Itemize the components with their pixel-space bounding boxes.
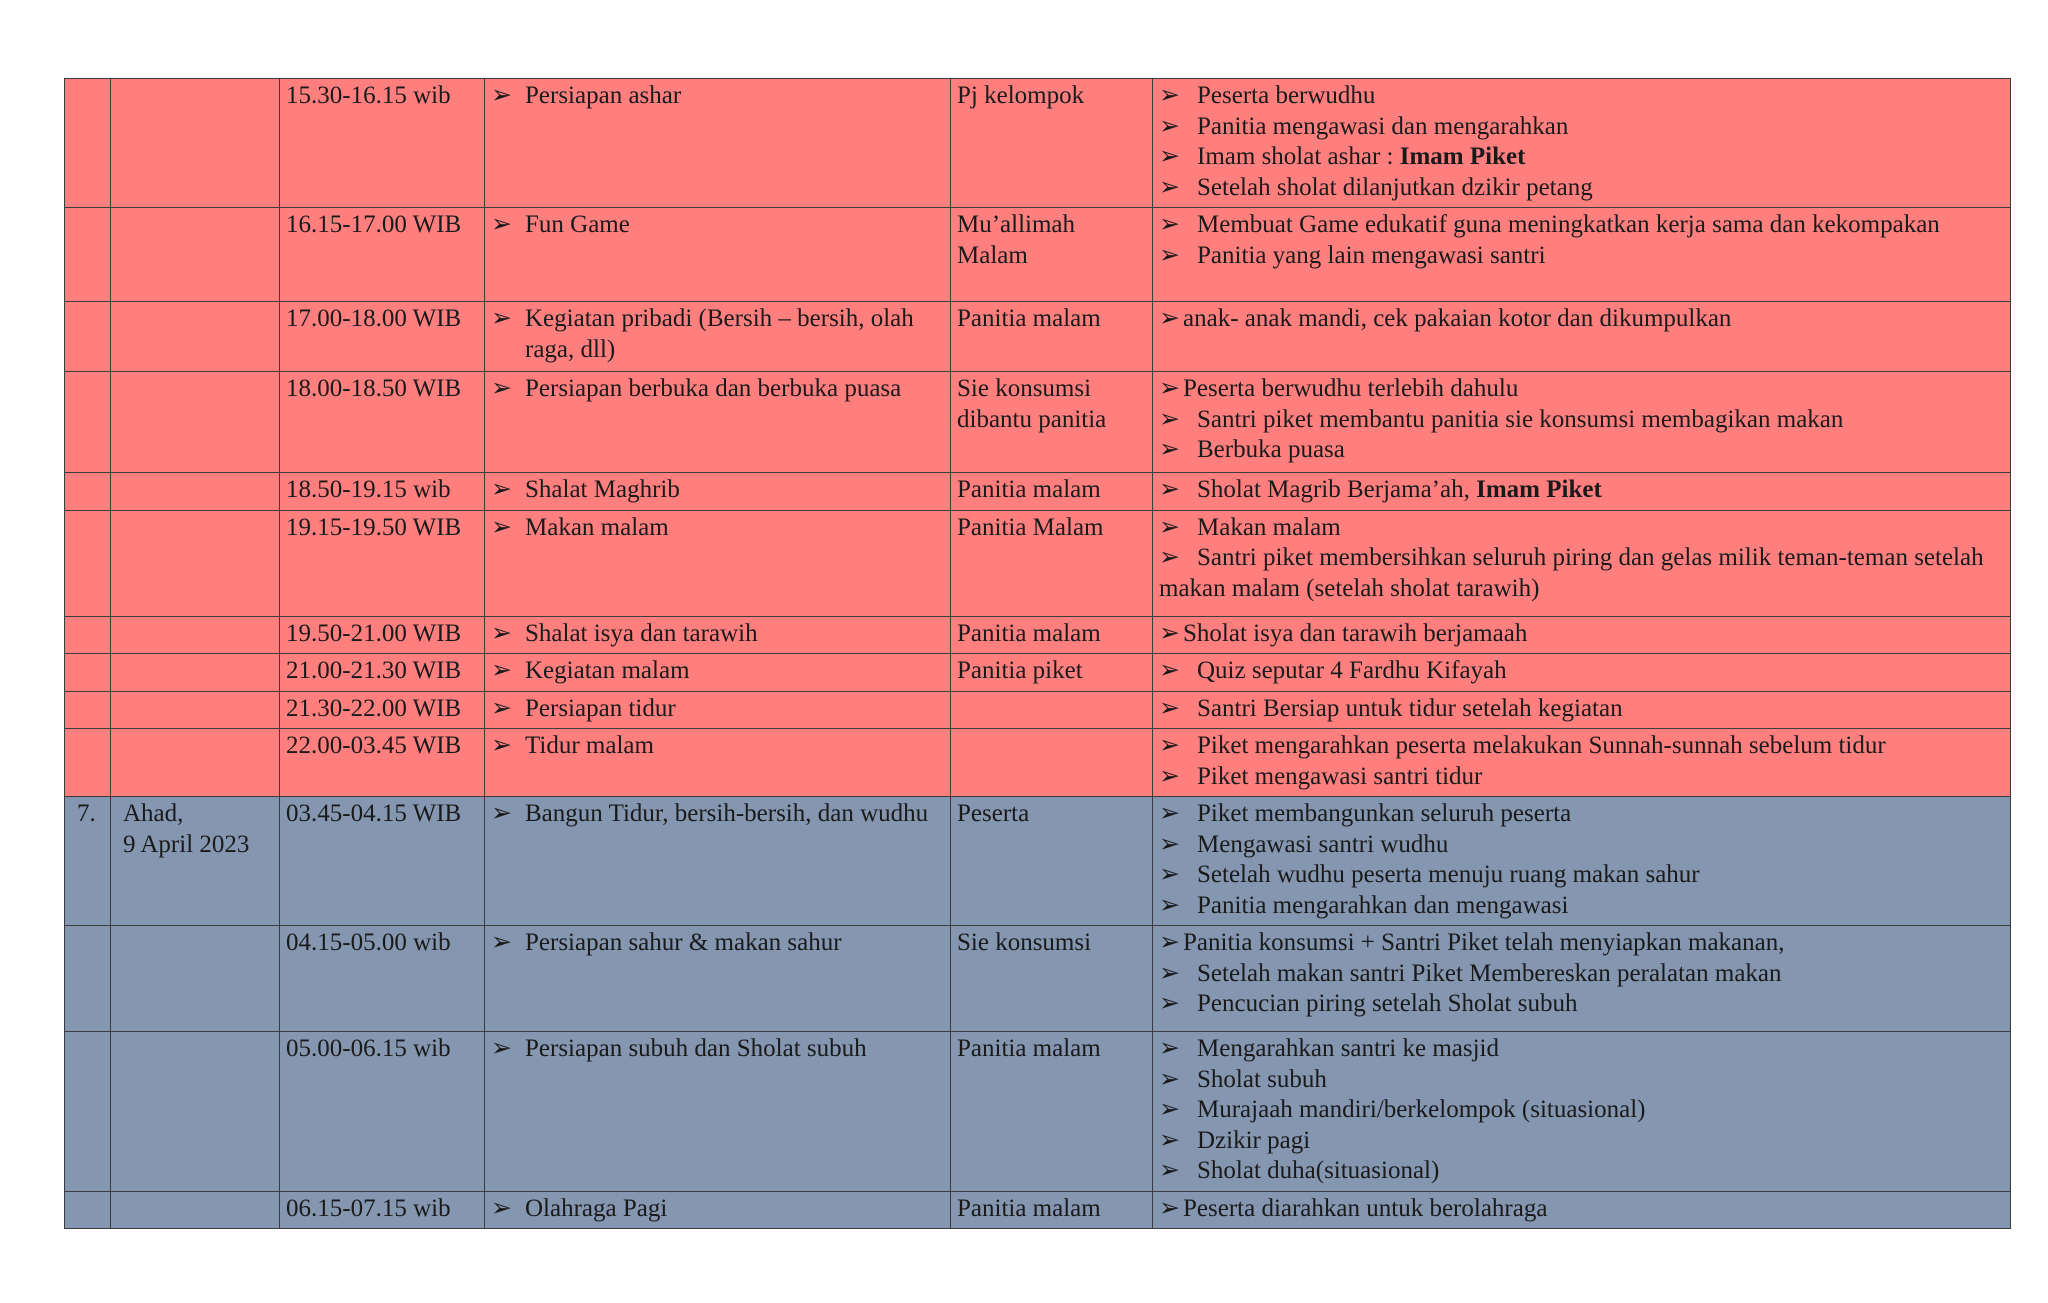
person-in-charge: Panitia malam: [957, 305, 1101, 332]
bullet-arrow-icon: ➢: [491, 732, 512, 759]
person-in-charge: Sie konsumsi: [957, 929, 1092, 956]
cell-person-in-charge: [951, 79, 1153, 208]
cell-person-in-charge: [951, 510, 1153, 616]
schedule-row: [65, 1032, 2011, 1192]
cell-number: [65, 79, 111, 208]
cell-day: [111, 1032, 280, 1192]
time-range: 19.15-19.50 WIB: [286, 513, 462, 541]
bullet-arrow-icon: ➢: [1159, 1035, 1180, 1062]
bullet-arrow-icon: ➢: [491, 513, 512, 541]
cell-time: [280, 926, 485, 1032]
cell-time: [280, 302, 485, 372]
description-item: [1159, 173, 2005, 204]
schedule-row: [65, 1191, 2011, 1229]
cell-activity: [485, 302, 951, 372]
description-item: [1159, 304, 2005, 335]
description-item: [1159, 1034, 2005, 1065]
bullet-arrow-icon: ➢: [1159, 211, 1180, 238]
cell-description: [1153, 302, 2011, 372]
activity-text: Persiapan berbuka dan berbuka puasa: [525, 375, 902, 402]
bullet-arrow-icon: ➢: [491, 211, 512, 238]
description-item: [1159, 475, 2005, 506]
bullet-arrow-icon: ➢: [1159, 112, 1180, 140]
cell-person-in-charge: [951, 654, 1153, 692]
bullet-arrow-icon: ➢: [1159, 762, 1180, 790]
schedule-row: [65, 926, 2011, 1032]
cell-description: [1153, 729, 2011, 797]
cell-number: [65, 926, 111, 1032]
cell-time: [280, 1191, 485, 1229]
bullet-arrow-icon: ➢: [1159, 476, 1180, 503]
schedule-row: [65, 302, 2011, 372]
cell-day: [111, 79, 280, 208]
bullet-arrow-icon: ➢: [1159, 990, 1180, 1017]
bullet-arrow-icon: ➢: [1159, 1096, 1180, 1123]
bullet-arrow-icon: ➢: [1159, 657, 1180, 684]
cell-day: [111, 372, 280, 473]
description-text: Panitia konsumsi + Santri Piket telah menyiapkan makanan,: [1183, 929, 1785, 956]
person-in-charge: Mu’allimah Malam: [957, 211, 1076, 269]
description-item: [1159, 1126, 2005, 1157]
person-in-charge: Sie konsumsi dibantu panitia: [957, 375, 1107, 433]
time-range: 05.00-06.15 wib: [286, 1035, 451, 1062]
cell-description: [1153, 654, 2011, 692]
cell-day: [111, 302, 280, 372]
cell-number: [65, 729, 111, 797]
cell-person-in-charge: [951, 372, 1153, 473]
day-label: Ahad, 9 April 2023: [123, 800, 250, 858]
cell-person-in-charge: [951, 208, 1153, 302]
description-text: Berbuka puasa: [1197, 436, 1345, 463]
bullet-arrow-icon: ➢: [1159, 929, 1180, 956]
cell-person-in-charge: [951, 729, 1153, 797]
cell-activity: [485, 208, 951, 302]
bullet-arrow-icon: ➢: [1159, 375, 1180, 402]
cell-activity: [485, 79, 951, 208]
schedule-row: [65, 616, 2011, 654]
cell-activity: [485, 729, 951, 797]
schedule-row: [65, 208, 2011, 302]
description-text: Sholat Magrib Berjama’ah,: [1197, 476, 1477, 503]
description-text: Panitia mengarahkan dan mengawasi: [1197, 891, 1569, 919]
description-item: [1159, 1095, 2005, 1126]
bullet-arrow-icon: ➢: [1159, 732, 1180, 759]
activity-text: Olahraga Pagi: [525, 1194, 668, 1222]
cell-day: [111, 473, 280, 511]
description-item: [1159, 989, 2005, 1020]
cell-number: [65, 797, 111, 926]
cell-number: [65, 302, 111, 372]
time-range: 04.15-05.00 wib: [286, 929, 451, 956]
description-text: Setelah wudhu peserta menuju ruang makan sahur: [1197, 861, 1700, 888]
bullet-arrow-icon: ➢: [1159, 82, 1180, 109]
activity-text: Kegiatan malam: [525, 657, 690, 684]
description-text: Makan malam: [1197, 513, 1341, 541]
bullet-arrow-icon: ➢: [1159, 619, 1180, 647]
bullet-arrow-icon: ➢: [1159, 544, 1180, 571]
description-text: Piket mengarahkan peserta melakukan Sunnah-sunnah sebelum tidur: [1197, 732, 1886, 759]
activity-text: Fun Game: [525, 211, 630, 238]
cell-person-in-charge: [951, 1032, 1153, 1192]
bullet-arrow-icon: ➢: [1159, 513, 1180, 541]
description-text: Membuat Game edukatif guna meningkatkan kerja sama dan kekompakan: [1197, 211, 1940, 238]
cell-time: [280, 510, 485, 616]
cell-day: [111, 510, 280, 616]
bullet-arrow-icon: ➢: [1159, 800, 1180, 827]
description-item: [1159, 543, 2005, 604]
description-text: Murajaah mandiri/berkelompok (situasional): [1197, 1096, 1646, 1123]
description-text: Dzikir pagi: [1197, 1126, 1311, 1154]
cell-person-in-charge: [951, 926, 1153, 1032]
description-item: [1159, 81, 2005, 112]
description-text: Sholat isya dan tarawih berjamaah: [1183, 619, 1528, 647]
cell-description: [1153, 208, 2011, 302]
description-item: [1159, 1156, 2005, 1187]
time-range: 18.00-18.50 WIB: [286, 375, 462, 402]
description-item: [1159, 694, 2005, 725]
time-range: 22.00-03.45 WIB: [286, 732, 462, 759]
cell-activity: [485, 654, 951, 692]
activity-text: Tidur malam: [525, 732, 654, 759]
description-item: [1159, 619, 2005, 650]
description-item: [1159, 112, 2005, 143]
bullet-arrow-icon: ➢: [1159, 173, 1180, 201]
schedule-row: [65, 797, 2011, 926]
description-item: [1159, 860, 2005, 891]
cell-description: [1153, 473, 2011, 511]
bullet-arrow-icon: ➢: [491, 1194, 512, 1222]
description-item: [1159, 928, 2005, 959]
cell-day: [111, 797, 280, 926]
description-text: Piket mengawasi santri tidur: [1197, 762, 1483, 790]
cell-activity: [485, 473, 951, 511]
person-in-charge: Peserta: [957, 800, 1030, 827]
description-item: [1159, 210, 2005, 241]
cell-time: [280, 208, 485, 302]
cell-time: [280, 797, 485, 926]
bullet-arrow-icon: ➢: [1159, 1157, 1180, 1184]
description-bold-text: Imam Piket: [1476, 476, 1602, 503]
bullet-arrow-icon: ➢: [491, 1035, 512, 1062]
description-item: [1159, 435, 2005, 466]
time-range: 19.50-21.00 WIB: [286, 619, 462, 647]
bullet-arrow-icon: ➢: [1159, 241, 1180, 269]
cell-time: [280, 1032, 485, 1192]
description-text: Panitia mengawasi dan mengarahkan: [1197, 112, 1569, 140]
bullet-arrow-icon: ➢: [491, 657, 512, 684]
schedule-row: [65, 79, 2011, 208]
person-in-charge: Panitia malam: [957, 1194, 1101, 1222]
cell-activity: [485, 510, 951, 616]
cell-number: [65, 208, 111, 302]
description-text: Sholat subuh: [1197, 1065, 1327, 1093]
bullet-arrow-icon: ➢: [491, 800, 512, 827]
bullet-arrow-icon: ➢: [491, 375, 512, 402]
bullet-arrow-icon: ➢: [1159, 305, 1180, 332]
bullet-arrow-icon: ➢: [491, 929, 512, 956]
activity-text: Persiapan subuh dan Sholat subuh: [525, 1035, 867, 1062]
description-item: [1159, 762, 2005, 793]
cell-number: [65, 372, 111, 473]
person-in-charge: Panitia malam: [957, 476, 1101, 503]
description-text: Imam sholat ashar :: [1197, 143, 1400, 170]
bullet-arrow-icon: ➢: [1159, 861, 1180, 888]
cell-activity: [485, 1191, 951, 1229]
cell-time: [280, 691, 485, 729]
activity-text: Kegiatan pribadi (Bersih – bersih, olah raga, dll): [525, 305, 914, 363]
time-range: 18.50-19.15 wib: [286, 476, 451, 503]
time-range: 17.00-18.00 WIB: [286, 305, 462, 332]
cell-description: [1153, 372, 2011, 473]
bullet-arrow-icon: ➢: [491, 305, 512, 332]
description-item: [1159, 891, 2005, 922]
time-range: 15.30-16.15 wib: [286, 82, 451, 109]
cell-description: [1153, 797, 2011, 926]
cell-time: [280, 473, 485, 511]
cell-day: [111, 691, 280, 729]
bullet-arrow-icon: ➢: [1159, 891, 1180, 919]
cell-person-in-charge: [951, 1191, 1153, 1229]
activity-text: Makan malam: [525, 513, 669, 541]
cell-activity: [485, 616, 951, 654]
cell-description: [1153, 79, 2011, 208]
bullet-arrow-icon: ➢: [1159, 959, 1180, 987]
cell-time: [280, 654, 485, 692]
description-text: Peserta berwudhu: [1197, 82, 1376, 109]
time-range: 21.00-21.30 WIB: [286, 657, 462, 684]
description-item: [1159, 513, 2005, 544]
cell-activity: [485, 926, 951, 1032]
schedule-row: [65, 729, 2011, 797]
bullet-arrow-icon: ➢: [1159, 830, 1180, 858]
person-in-charge: Panitia piket: [957, 657, 1083, 684]
description-text: Quiz seputar 4 Fardhu Kifayah: [1197, 657, 1507, 684]
activity-text: Shalat isya dan tarawih: [525, 619, 758, 647]
cell-number: [65, 654, 111, 692]
person-in-charge: Panitia Malam: [957, 513, 1104, 541]
description-item: [1159, 1065, 2005, 1096]
cell-activity: [485, 691, 951, 729]
cell-description: [1153, 691, 2011, 729]
cell-description: [1153, 1191, 2011, 1229]
description-bold-text: Imam Piket: [1399, 143, 1526, 170]
description-item: [1159, 241, 2005, 272]
description-item: [1159, 374, 2005, 405]
row-number: 7.: [77, 800, 96, 827]
person-in-charge: Panitia malam: [957, 1035, 1101, 1062]
cell-person-in-charge: [951, 797, 1153, 926]
cell-time: [280, 79, 485, 208]
bullet-arrow-icon: ➢: [1159, 1065, 1180, 1093]
schedule-row: [65, 691, 2011, 729]
person-in-charge: Panitia malam: [957, 619, 1101, 647]
cell-day: [111, 926, 280, 1032]
cell-description: [1153, 926, 2011, 1032]
bullet-arrow-icon: ➢: [491, 619, 512, 647]
schedule-row: [65, 654, 2011, 692]
description-item: [1159, 799, 2005, 830]
bullet-arrow-icon: ➢: [491, 694, 512, 722]
activity-text: Shalat Maghrib: [525, 476, 680, 503]
cell-number: [65, 616, 111, 654]
schedule-row: [65, 372, 2011, 473]
description-item: [1159, 959, 2005, 990]
description-text: Pencucian piring setelah Sholat subuh: [1197, 990, 1578, 1017]
schedule-body: [65, 79, 2011, 1229]
description-item: [1159, 405, 2005, 436]
cell-number: [65, 510, 111, 616]
description-text: Santri piket membantu panitia sie konsumsi membagikan makan: [1197, 405, 1844, 433]
bullet-arrow-icon: ➢: [1159, 405, 1180, 433]
cell-person-in-charge: [951, 691, 1153, 729]
cell-day: [111, 1191, 280, 1229]
time-range: 16.15-17.00 WIB: [286, 211, 462, 238]
cell-time: [280, 372, 485, 473]
activity-text: Persiapan tidur: [525, 694, 676, 722]
cell-number: [65, 1191, 111, 1229]
description-text: Setelah makan santri Piket Membereskan peralatan makan: [1197, 959, 1782, 987]
description-text: anak- anak mandi, cek pakaian kotor dan dikumpulkan: [1183, 305, 1732, 332]
cell-day: [111, 729, 280, 797]
description-item: [1159, 656, 2005, 687]
description-text: Peserta diarahkan untuk berolahraga: [1183, 1194, 1548, 1222]
description-item: [1159, 830, 2005, 861]
bullet-arrow-icon: ➢: [491, 82, 512, 109]
cell-description: [1153, 1032, 2011, 1192]
description-text: Santri piket membersihkan seluruh piring dan gelas milik teman-teman setelah makan malam (setelah sholat tarawih): [1159, 544, 1984, 602]
description-item: [1159, 731, 2005, 762]
description-text: Mengarahkan santri ke masjid: [1197, 1035, 1499, 1062]
time-range: 06.15-07.15 wib: [286, 1194, 451, 1222]
time-range: 03.45-04.15 WIB: [286, 800, 462, 827]
cell-day: [111, 616, 280, 654]
cell-time: [280, 616, 485, 654]
time-range: 21.30-22.00 WIB: [286, 694, 462, 722]
cell-number: [65, 691, 111, 729]
bullet-arrow-icon: ➢: [1159, 694, 1180, 722]
activity-text: Persiapan ashar: [525, 82, 682, 109]
cell-person-in-charge: [951, 616, 1153, 654]
person-in-charge: Pj kelompok: [957, 82, 1085, 109]
bullet-arrow-icon: ➢: [1159, 1194, 1180, 1222]
schedule-table: [64, 78, 2011, 1229]
description-text: Peserta berwudhu terlebih dahulu: [1183, 375, 1519, 402]
schedule-row: [65, 510, 2011, 616]
cell-day: [111, 208, 280, 302]
schedule-row: [65, 473, 2011, 511]
description-text: Mengawasi santri wudhu: [1197, 830, 1449, 858]
description-item: [1159, 142, 2005, 173]
activity-text: Persiapan sahur & makan sahur: [525, 929, 842, 956]
description-item: [1159, 1194, 2005, 1225]
description-text: Setelah sholat dilanjutkan dzikir petang: [1197, 173, 1593, 201]
cell-number: [65, 473, 111, 511]
description-text: Sholat duha(situasional): [1197, 1157, 1440, 1184]
description-text: Piket membangunkan seluruh peserta: [1197, 800, 1572, 827]
cell-description: [1153, 616, 2011, 654]
cell-number: [65, 1032, 111, 1192]
bullet-arrow-icon: ➢: [491, 476, 512, 503]
bullet-arrow-icon: ➢: [1159, 143, 1180, 170]
activity-text: Bangun Tidur, bersih-bersih, dan wudhu: [525, 800, 929, 827]
description-text: Panitia yang lain mengawasi santri: [1197, 241, 1546, 269]
bullet-arrow-icon: ➢: [1159, 436, 1180, 463]
cell-person-in-charge: [951, 302, 1153, 372]
cell-day: [111, 654, 280, 692]
bullet-arrow-icon: ➢: [1159, 1126, 1180, 1154]
cell-description: [1153, 510, 2011, 616]
cell-activity: [485, 797, 951, 926]
cell-activity: [485, 372, 951, 473]
cell-person-in-charge: [951, 473, 1153, 511]
cell-time: [280, 729, 485, 797]
cell-activity: [485, 1032, 951, 1192]
description-text: Santri Bersiap untuk tidur setelah kegiatan: [1197, 694, 1623, 722]
